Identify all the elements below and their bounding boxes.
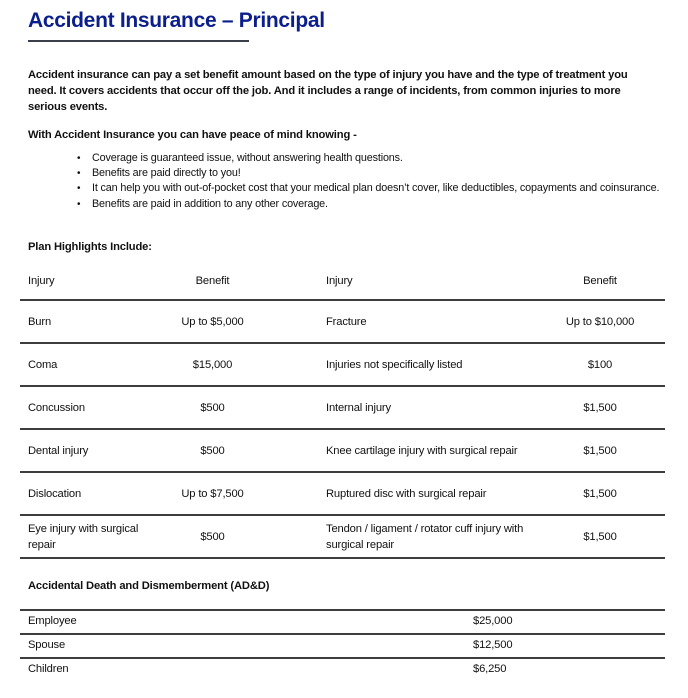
coverage-amount: $12,500 [473, 639, 513, 651]
column-header-benefit: Benefit [195, 275, 230, 287]
table-row [20, 635, 665, 659]
bullet-text: Benefits are paid directly to you! [92, 167, 241, 180]
bullet-item [74, 181, 664, 196]
plan-highlights-table [20, 262, 665, 559]
benefit-cell: Up to $5,000 [181, 315, 244, 328]
coverage-label: Spouse [28, 639, 66, 651]
add-heading: Accidental Death and Dismemberment (AD&D) [28, 580, 270, 592]
benefit-cell: $1,500 [583, 530, 617, 543]
injury-cell: Eye injury with surgical repair [28, 522, 139, 551]
bullet-text: Coverage is guaranteed issue, without answering health questions. [92, 152, 403, 164]
benefit-cell: $500 [200, 401, 225, 414]
add-table [20, 609, 665, 683]
injury-cell: Tendon / ligament / rotator cuff injury with surgical repair [326, 522, 524, 551]
benefit-cell: Up to $10,000 [565, 315, 635, 328]
bullet-icon: • [77, 168, 81, 180]
injury-cell: Injuries not specifically listed [326, 358, 463, 371]
intro-paragraph: Accident insurance can pay a set benefit amount based on the type of injury you have and the type of treatment you need. It covers accidents that occur off the job. And it includes a range of incidents, from common injuries to more serious events. [28, 69, 628, 113]
injury-cell: Burn [28, 315, 52, 328]
injury-cell: Dental injury [28, 444, 89, 457]
bullet-text: Benefits are paid in addition to any other coverage. [92, 197, 328, 210]
table-row [20, 430, 665, 473]
benefit-cell: $500 [200, 444, 225, 457]
benefit-cell: $15,000 [192, 358, 233, 371]
injury-cell: Coma [28, 358, 58, 371]
page-title: Accident Insurance – Principal [28, 9, 325, 32]
table-row [20, 516, 665, 559]
bullet-item [74, 151, 664, 166]
table-header-row [20, 262, 665, 301]
injury-cell: Concussion [28, 401, 85, 414]
benefit-cell: Up to $7,500 [181, 487, 244, 500]
benefit-cell: $500 [200, 530, 225, 543]
title-underline [28, 40, 249, 42]
column-header-benefit: Benefit [583, 275, 617, 287]
benefit-cell: $1,500 [583, 487, 617, 500]
benefit-cell: $1,500 [583, 444, 617, 457]
plan-highlights-heading: Plan Highlights Include: [28, 241, 152, 253]
table-row [20, 659, 665, 683]
bullet-text: It can help you with out-of-pocket cost that your medical plan doesn’t cover, like deductibles, copayments and coinsurance. [92, 182, 660, 195]
benefit-cell: $1,500 [583, 401, 617, 414]
bullet-icon: • [77, 183, 81, 195]
injury-cell: Dislocation [28, 487, 82, 500]
injury-cell: Internal injury [326, 401, 391, 414]
table-row [20, 301, 665, 344]
benefits-bullet-list [74, 151, 664, 212]
injury-cell: Knee cartilage injury with surgical repair [326, 444, 518, 457]
bullet-icon: • [77, 198, 81, 210]
table-row [20, 611, 665, 635]
column-header-injury: Injury [326, 275, 353, 287]
table-row [20, 387, 665, 430]
bullet-item [74, 197, 664, 212]
benefit-cell: $100 [587, 358, 613, 371]
coverage-amount: $25,000 [473, 615, 513, 627]
bullet-item [74, 166, 664, 181]
coverage-amount: $6,250 [473, 663, 507, 675]
peace-of-mind-heading: With Accident Insurance you can have peace of mind knowing - [28, 129, 357, 141]
injury-cell: Ruptured disc with surgical repair [326, 487, 487, 500]
bullet-icon: • [77, 153, 81, 164]
coverage-label: Employee [28, 615, 77, 627]
coverage-label: Children [28, 663, 69, 675]
injury-cell: Fracture [326, 315, 367, 328]
column-header-injury: Injury [28, 275, 55, 287]
table-row [20, 344, 665, 387]
table-row [20, 473, 665, 516]
